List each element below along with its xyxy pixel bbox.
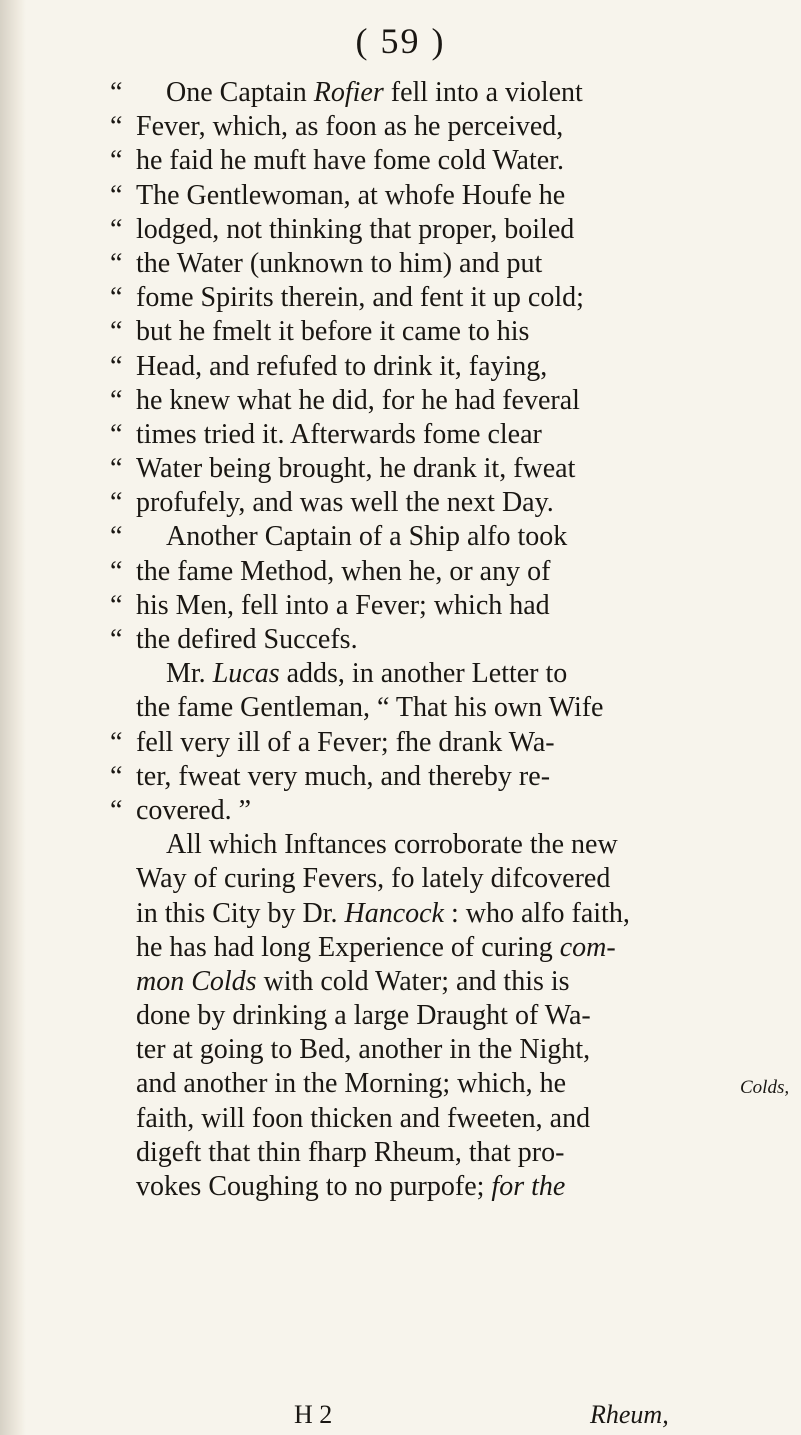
quote-mark: “: [110, 453, 123, 485]
italic-text: mon Colds: [136, 965, 257, 997]
quote-mark: “: [110, 111, 123, 143]
text-line: [110, 76, 710, 110]
line-text: in this City by Dr.: [136, 897, 345, 929]
text-line: [110, 623, 710, 657]
line-text: faith, will foon thicken and fweeten, and: [136, 1102, 591, 1134]
italic-text: com-: [559, 931, 616, 963]
line-text: fell into a violent: [383, 77, 583, 108]
text-line: [110, 931, 710, 965]
italic-text: Lucas: [212, 658, 280, 690]
line-text: the Water (unknown to him) and put: [136, 247, 543, 279]
text-line: [110, 726, 710, 760]
line-text: he faid he muft have fome cold Water.: [136, 145, 564, 177]
quote-mark: “: [110, 77, 123, 108]
line-text: digeft that thin fharp Rheum, that pro-: [136, 1136, 565, 1168]
quote-mark: “: [110, 247, 123, 279]
margin-note: Colds,: [740, 1077, 790, 1098]
text-line: [110, 1067, 710, 1101]
text-line: [110, 179, 710, 213]
catchword: Rheum,: [590, 1400, 669, 1429]
line-text: profufely, and was well the next Day.: [136, 487, 554, 519]
quote-mark: “: [110, 521, 123, 553]
line-text: the fame Gentleman, “ That his own Wife: [136, 692, 604, 724]
line-text: vokes Coughing to no purpofe;: [136, 1171, 492, 1202]
text-line: [110, 418, 710, 452]
line-text: The Gentlewoman, at whofe Houfe he: [136, 179, 566, 211]
line-text: : who alfo faith,: [443, 897, 630, 929]
text-line: [110, 657, 710, 691]
text-line: [110, 965, 710, 999]
quote-mark: “: [110, 213, 123, 245]
line-text: Way of curing Fevers, fo lately difcovered: [136, 863, 611, 895]
quote-mark: “: [110, 179, 123, 211]
italic-text: Hancock: [344, 897, 444, 929]
text-line: [110, 555, 710, 589]
line-text: All which Inftances corroborate the new: [166, 829, 618, 861]
line-text: Fever, which, as foon as he perceived,: [136, 111, 564, 143]
line-text: and another in the Morning; which, he: [136, 1068, 567, 1100]
line-text: the defired Succefs.: [136, 624, 358, 655]
line-text: his Men, fell into a Fever; which had: [136, 589, 550, 621]
body-text: [110, 76, 710, 1204]
text-line: [110, 794, 710, 828]
line-text: covered. ”: [136, 794, 252, 826]
quote-mark: “: [110, 624, 123, 655]
quote-mark: “: [110, 760, 123, 792]
text-line: [110, 452, 710, 486]
line-text: done by drinking a large Draught of Wa-: [136, 1000, 591, 1032]
line-text: ter, fweat very much, and thereby re-: [136, 760, 551, 792]
line-text: Mr.: [166, 658, 213, 690]
text-line: [110, 486, 710, 520]
line-text: times tried it. Afterwards fome clear: [136, 418, 542, 450]
italic-text: Rofier: [313, 77, 384, 108]
quote-mark: “: [110, 282, 123, 314]
line-text: lodged, not thinking that proper, boiled: [136, 213, 575, 245]
page-binding-shadow: [0, 0, 26, 1435]
line-text: the fame Method, when he, or any of: [136, 555, 551, 587]
line-text: but he fmelt it before it came to his: [136, 316, 530, 348]
text-line: [110, 897, 710, 931]
text-line: [110, 110, 710, 144]
text-line: [110, 1136, 710, 1170]
line-text: Water being brought, he drank it, fweat: [136, 453, 576, 485]
text-line: [110, 247, 710, 281]
quote-mark: “: [110, 589, 123, 621]
quote-mark: “: [110, 418, 123, 450]
text-line: [110, 691, 710, 725]
text-line: [110, 384, 710, 418]
line-text: adds, in another Letter to: [279, 658, 568, 690]
text-line: [110, 862, 710, 896]
text-line: [110, 144, 710, 178]
line-text: Another Captain of a Ship alfo took: [166, 521, 568, 553]
text-line: [110, 760, 710, 794]
italic-text: for the: [491, 1171, 566, 1202]
quote-mark: “: [110, 350, 123, 382]
line-text: with cold Water; and this is: [256, 965, 570, 997]
text-line: [110, 520, 710, 554]
quote-mark: “: [110, 794, 123, 826]
quote-mark: “: [110, 145, 123, 177]
line-text: ter at going to Bed, another in the Night,: [136, 1034, 591, 1066]
text-line: [110, 315, 710, 349]
quote-mark: “: [110, 384, 123, 416]
line-text: Head, and refufed to drink it, faying,: [136, 350, 548, 382]
line-text: he has had long Experience of curing: [136, 931, 560, 963]
line-text: he knew what he did, for he had feveral: [136, 384, 580, 416]
text-line: [110, 281, 710, 315]
text-line: [110, 213, 710, 247]
text-line: [110, 828, 710, 862]
text-line: [110, 999, 710, 1033]
text-line: [110, 1102, 710, 1136]
text-line: [110, 589, 710, 623]
quote-mark: “: [110, 726, 123, 758]
quote-mark: “: [110, 487, 123, 519]
quote-mark: “: [110, 555, 123, 587]
text-line: [110, 350, 710, 384]
quote-mark: “: [110, 316, 123, 348]
line-text: fome Spirits therein, and fent it up cold;: [136, 282, 584, 314]
text-line: [110, 1170, 710, 1204]
line-text: fell very ill of a Fever; fhe drank Wa-: [136, 726, 555, 758]
line-text: One Captain: [166, 77, 314, 108]
page-number: ( 59 ): [355, 21, 446, 61]
text-line: [110, 1033, 710, 1067]
signature-mark: H 2: [294, 1400, 333, 1429]
